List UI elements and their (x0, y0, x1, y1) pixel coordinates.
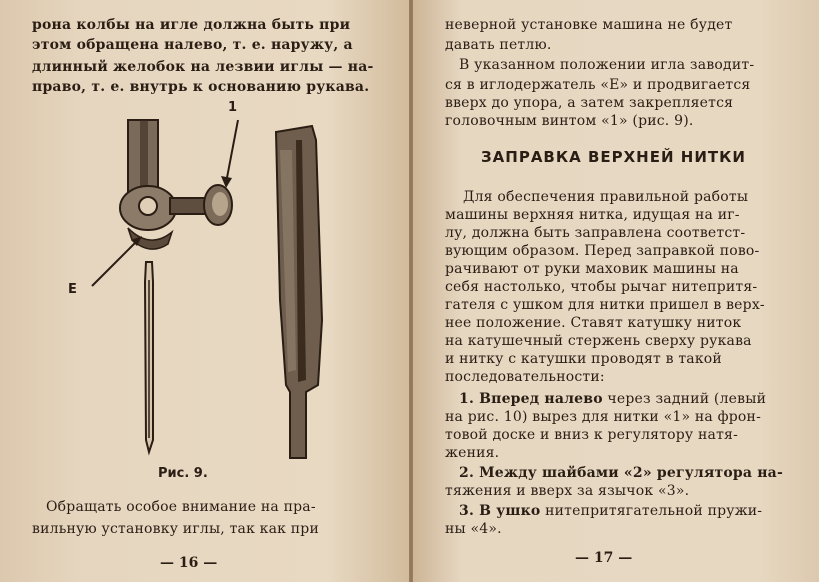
text-line: рачивают от руки маховик машины на (445, 261, 739, 277)
text-line: себя настолько, чтобы рычаг нитепритя- (445, 279, 758, 295)
text-line: на рис. 10) вырез для нитки «1» на фрон- (445, 409, 762, 425)
step-3-rest: нитепритягательной пружи- (540, 503, 763, 519)
text-line: и нитку с катушки проводят в такой (445, 351, 722, 367)
text-line: Обращать особое внимание на пра- (46, 499, 316, 515)
text-line: ся в иглодержатель «Е» и продвигается (445, 77, 751, 93)
step-1-lead: 1. Вперед налево (459, 391, 603, 407)
text-line: тяжения и вверх за язычок «3». (445, 483, 690, 499)
text-line: рона колбы на игле должна быть при (32, 17, 351, 33)
text-line: жения. (445, 445, 500, 461)
text-line: Для обеспечения правильной работы (463, 189, 749, 205)
right-page (413, 0, 819, 582)
text-line: последовательности: (445, 369, 605, 385)
text-line: головочным винтом «1» (рис. 9). (445, 113, 694, 129)
figure-label-e: Е (68, 282, 77, 297)
left-page (0, 0, 409, 582)
text-line: право, т. е. внутрь к основанию рукава. (32, 79, 370, 95)
text-line: лу, должна быть заправлена соответст- (445, 225, 746, 241)
step-1-rest: через задний (левый (602, 391, 767, 407)
figure-label-1: 1 (228, 100, 238, 115)
text-line: ны «4». (445, 521, 502, 537)
text-line: давать петлю. (445, 37, 552, 53)
step-2: 2. Между шайбами «2» регулятора на- (459, 465, 783, 481)
text-line: длинный желобок на лезвии иглы — на- (32, 59, 374, 75)
text-line: вверх до упора, а затем закрепляется (445, 95, 734, 111)
text-line: вующим образом. Перед заправкой пово- (445, 243, 760, 259)
text-line: В указанном положении игла заводит- (459, 57, 755, 73)
step-3 (459, 502, 762, 520)
text-line: этом обращена налево, т. е. наружу, а (32, 37, 353, 53)
text-line: гателя с ушком для нитки пришел в верх- (445, 297, 765, 313)
text-line: товой доске и вниз к регулятору натя- (445, 427, 739, 443)
text-line: машины верхняя нитка, идущая на иг- (445, 207, 740, 223)
text-line: неверной установке машина не будет (445, 17, 733, 33)
page-number: — 16 — (160, 555, 218, 571)
step-1 (459, 390, 766, 408)
text-line: вильную установку иглы, так как при (32, 521, 319, 537)
page-number: — 17 — (575, 550, 633, 566)
step-3-lead: 3. В ушко (459, 503, 541, 519)
text-line: на катушечный стержень сверху рукава (445, 333, 752, 349)
figure-9-illustration (0, 0, 409, 470)
text-line: нее положение. Ставят катушку ниток (445, 315, 742, 331)
section-heading: ЗАПРАВКА ВЕРХНЕЙ НИТКИ (481, 148, 746, 166)
figure-caption: Рис. 9. (158, 466, 208, 481)
